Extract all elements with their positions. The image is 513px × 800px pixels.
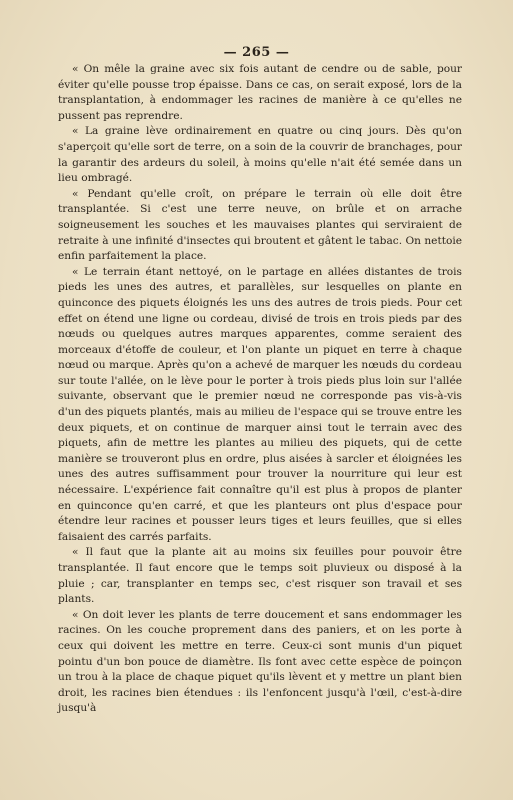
- paragraph: « Pendant qu'elle croît, on prépare le terrain où elle doit être transplantée. Si c'est une terre neuve, on brûle et on arrache soigneusement les souches et les mauvaises plantes qui serviraient de retraite à une infinité d'insectes qui broutent et gâtent le tabac. On nettoie enfin parfaitement la place.: [58, 187, 462, 263]
- page-body: [58, 62, 462, 717]
- paragraph: « Il faut que la plante ait au moins six feuilles pour pouvoir être transplantée. Il faut encore que le temps soit pluvieux ou disposé à la pluie ; car, transplanter en temps sec, c'est risquer son travail et ses plants.: [58, 546, 462, 606]
- paragraph: « La graine lève ordinairement en quatre ou cinq jours. Dès qu'on s'aperçoit qu'elle sort de terre, on a soin de la couvrir de branchages, pour la garantir des ardeurs du soleil, à moins qu'elle n'ait été semée dans un lieu ombragé.: [58, 125, 462, 185]
- page-number: — 265 —: [223, 45, 290, 60]
- paragraph: « On mêle la graine avec six fois autant de cendre ou de sable, pour éviter qu'elle pousse trop épaisse. Dans ce cas, on serait exposé, lors de la transplantation, à endommager les racines de manière à ce qu'elles ne pussent pas reprendre.: [58, 63, 462, 122]
- paragraph: « On doit lever les plants de terre doucement et sans endommager les racines. On les couche proprement dans des paniers, et on les porte à ceux qui doivent les mettre en terre. Ceux-ci sont munis d'un piquet pointu d'un bon pouce de diamètre. Ils font avec cette espèce de poinçon un trou à la place de chaque piquet qu'ils lèvent et y mettre un plant bien droit, les racines bien étendues : ils l'enfoncent jusqu'à l'œil, c'est-à-dire jusqu'à: [58, 608, 462, 715]
- paragraph: « Le terrain étant nettoyé, on le partage en allées distantes de trois pieds les unes des autres, et parallèles, sur lesquelles on plante en quinconce des piquets éloignés les uns des autres de trois pieds. Pour cet effet on étend une ligne ou cordeau, divisé de trois en trois pieds par des nœuds ou quelques autres marques apparentes, comme seraient des morceaux d'étoffe de couleur, et l'on plante un piquet en terre à chaque nœud ou marque. Après qu'on a achevé de marquer les nœuds du cordeau sur toute l'allée, on le lève pour le porter à trois pieds plus loin sur l'allée suivante, observant que le premier nœud ne corresponde pas vis-à-vis d'un des piquets plantés, mais au milieu de l'espace qui se trouve entre les deux piquets, et on continue de marquer ainsi tout le terrain avec des piquets, afin de mettre les plantes au milieu des piquets, qui de cette manière se trouveront plus en ordre, plus aisées à sarcler et éloignées les unes des autres suffisamment pour trouver la nourriture qui leur est nécessaire. L'expérience fait connaître qu'il est plus à propos de planter en quinconce qu'en carré, et que les planteurs ont plus d'espace pour étendre leur racines et pousser leurs tiges et leurs feuilles, que si elles faisaient des carrés parfaits.: [58, 265, 462, 543]
